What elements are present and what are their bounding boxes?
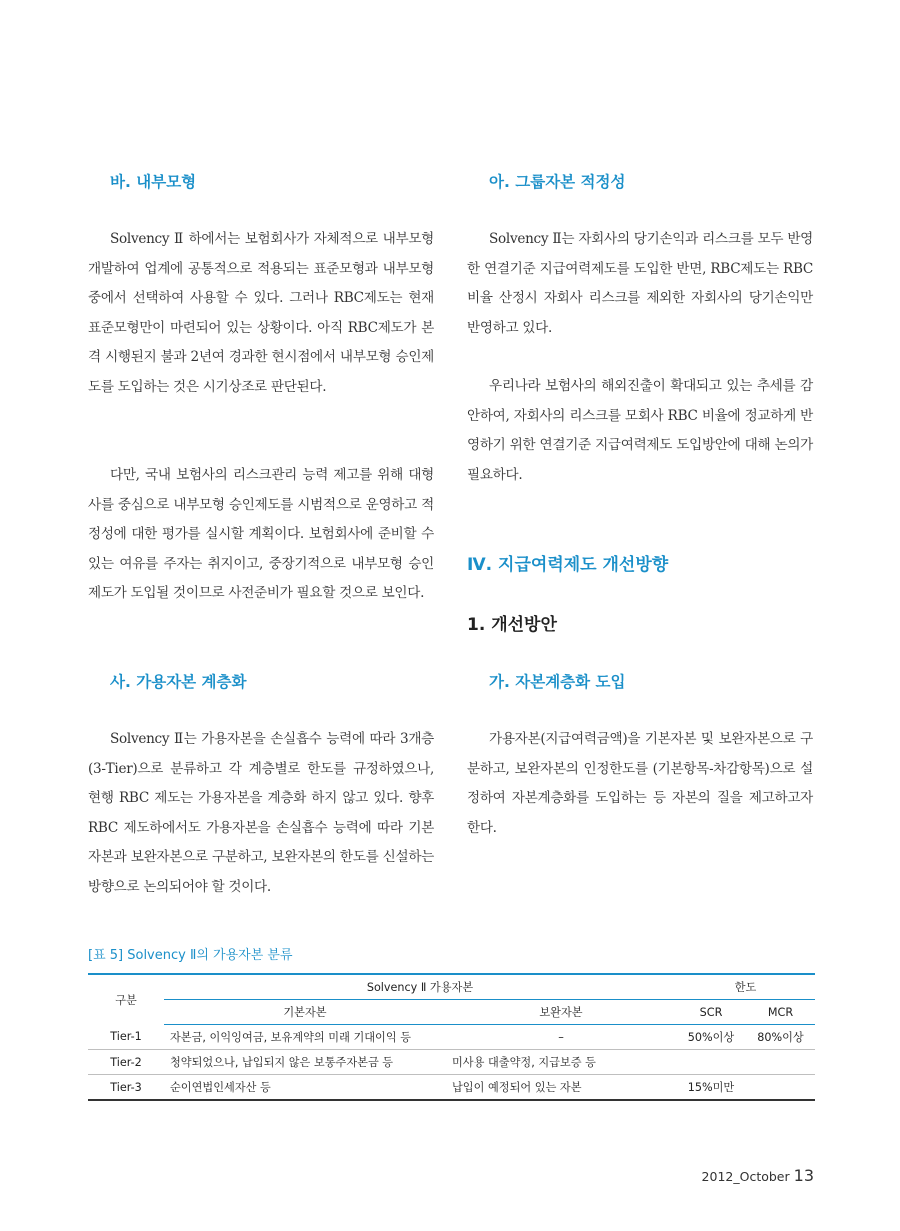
table-row xyxy=(88,1025,815,1050)
page-number: 13 xyxy=(793,1166,814,1185)
tier-cell: Tier-3 xyxy=(88,1075,164,1101)
scr-cell: 50%이상 xyxy=(676,1025,746,1050)
header-available-capital: Solvency Ⅱ 가용자본 xyxy=(164,974,676,1000)
mcr-cell: 80%이상 xyxy=(746,1025,815,1050)
header-group: 구분 xyxy=(88,974,164,1025)
scr-cell: 15%미만 xyxy=(676,1075,746,1101)
header-limit: 한도 xyxy=(676,974,815,1000)
section-heading-internal-model: 바. 내부모형 xyxy=(110,173,197,191)
basic-cell: 자본금, 이익잉여금, 보유계약의 미래 기대이익 등 xyxy=(164,1025,446,1050)
tier-cell: Tier-2 xyxy=(88,1050,164,1075)
section-heading-capital-tiering-intro: 가. 자본계층화 도입 xyxy=(489,673,626,691)
header-mcr: MCR xyxy=(746,1000,815,1025)
scr-cell xyxy=(676,1050,746,1075)
supplementary-cell: 미사용 대출약정, 지급보증 등 xyxy=(446,1050,676,1075)
issue-label: 2012_October xyxy=(701,1169,790,1184)
tier-cell: Tier-1 xyxy=(88,1025,164,1050)
paragraph-group-capital-2: 우리나라 보험사의 해외진출이 확대되고 있는 추세를 감안하여, 자회사의 리스크를 모회사 RBC 비율에 정교하게 반영하기 위한 연결기준 지급여력제도 도입방안에 대해 논의가 필요하다. xyxy=(467,378,813,483)
header-basic: 기본자본 xyxy=(164,1000,446,1025)
basic-cell: 청약되었으나, 납입되지 않은 보통주자본금 등 xyxy=(164,1050,446,1075)
paragraph-internal-model-1: Solvency Ⅱ 하에서는 보험회사가 자체적으로 내부모형 개발하여 업계에 공통적으로 적용되는 표준모형과 내부모형 중에서 선택하여 사용할 수 있다. 그러나 RBC제도는 현재 표준모형만이 마련되어 있는 상황이다. 아직 RBC제도가 본격 시행된지 불과 2년여 경과한 현시점에서 내부모형 승인제도를 도입하는 것은 시기상조로 판단된다. xyxy=(88,231,434,395)
paragraph-internal-model-2: 다만, 국내 보험사의 리스크관리 능력 제고를 위해 대형사를 중심으로 내부모형 승인제도를 시범적으로 운영하고 적정성에 대한 평가를 실시할 계획이다. 보험회사에 준비할 수 있는 여유를 주자는 취지이고, 중장기적으로 내부모형 승인제도가 도입될 것이므로 사전준비가 필요할 것으로 보인다. xyxy=(88,467,434,601)
paragraph-capital-tiering: Solvency Ⅱ는 가용자본을 손실흡수 능력에 따라 3개층(3-Tier)으로 분류하고 각 계층별로 한도를 규정하였으나, 현행 RBC 제도는 가용자본을 계층화 하지 않고 있다. 향후 RBC 제도하에서도 가용자본을 손실흡수 능력에 따라 기본자본과 보완자본으로 구분하고, 보완자본의 한도를 신설하는 방향으로 논의되어야 할 것이다. xyxy=(88,731,434,895)
section-heading-improvement: 1. 개선방안 xyxy=(467,615,557,635)
basic-cell: 순이연법인세자산 등 xyxy=(164,1075,446,1101)
mcr-cell xyxy=(746,1075,815,1101)
supplementary-cell: – xyxy=(446,1025,676,1050)
table-row xyxy=(88,1050,815,1075)
header-scr: SCR xyxy=(676,1000,746,1025)
header-supplementary: 보완자본 xyxy=(446,1000,676,1025)
page-footer xyxy=(702,1166,814,1185)
mcr-cell xyxy=(746,1050,815,1075)
available-capital-table xyxy=(88,973,815,1101)
table-row xyxy=(88,1075,815,1101)
paragraph-capital-tiering-intro: 가용자본(지급여력금액)을 기본자본 및 보완자본으로 구분하고, 보완자본의 인정한도를 (기본항목-차감항목)으로 설정하여 자본계층화를 도입하는 등 자본의 질을 제고하고자 한다. xyxy=(467,731,813,836)
chapter-heading: Ⅳ. 지급여력제도 개선방향 xyxy=(467,555,669,575)
paragraph-group-capital-1: Solvency Ⅱ는 자회사의 당기손익과 리스크를 모두 반영한 연결기준 지급여력제도를 도입한 반면, RBC제도는 RBC비율 산정시 자회사 리스크를 제외한 자회사의 당기손익만 반영하고 있다. xyxy=(467,231,813,336)
table-caption: [표 5] Solvency Ⅱ의 가용자본 분류 xyxy=(88,948,293,963)
section-heading-capital-tiering: 사. 가용자본 계층화 xyxy=(110,673,247,691)
supplementary-cell: 납입이 예정되어 있는 자본 xyxy=(446,1075,676,1101)
section-heading-group-capital: 아. 그룹자본 적정성 xyxy=(489,173,626,191)
